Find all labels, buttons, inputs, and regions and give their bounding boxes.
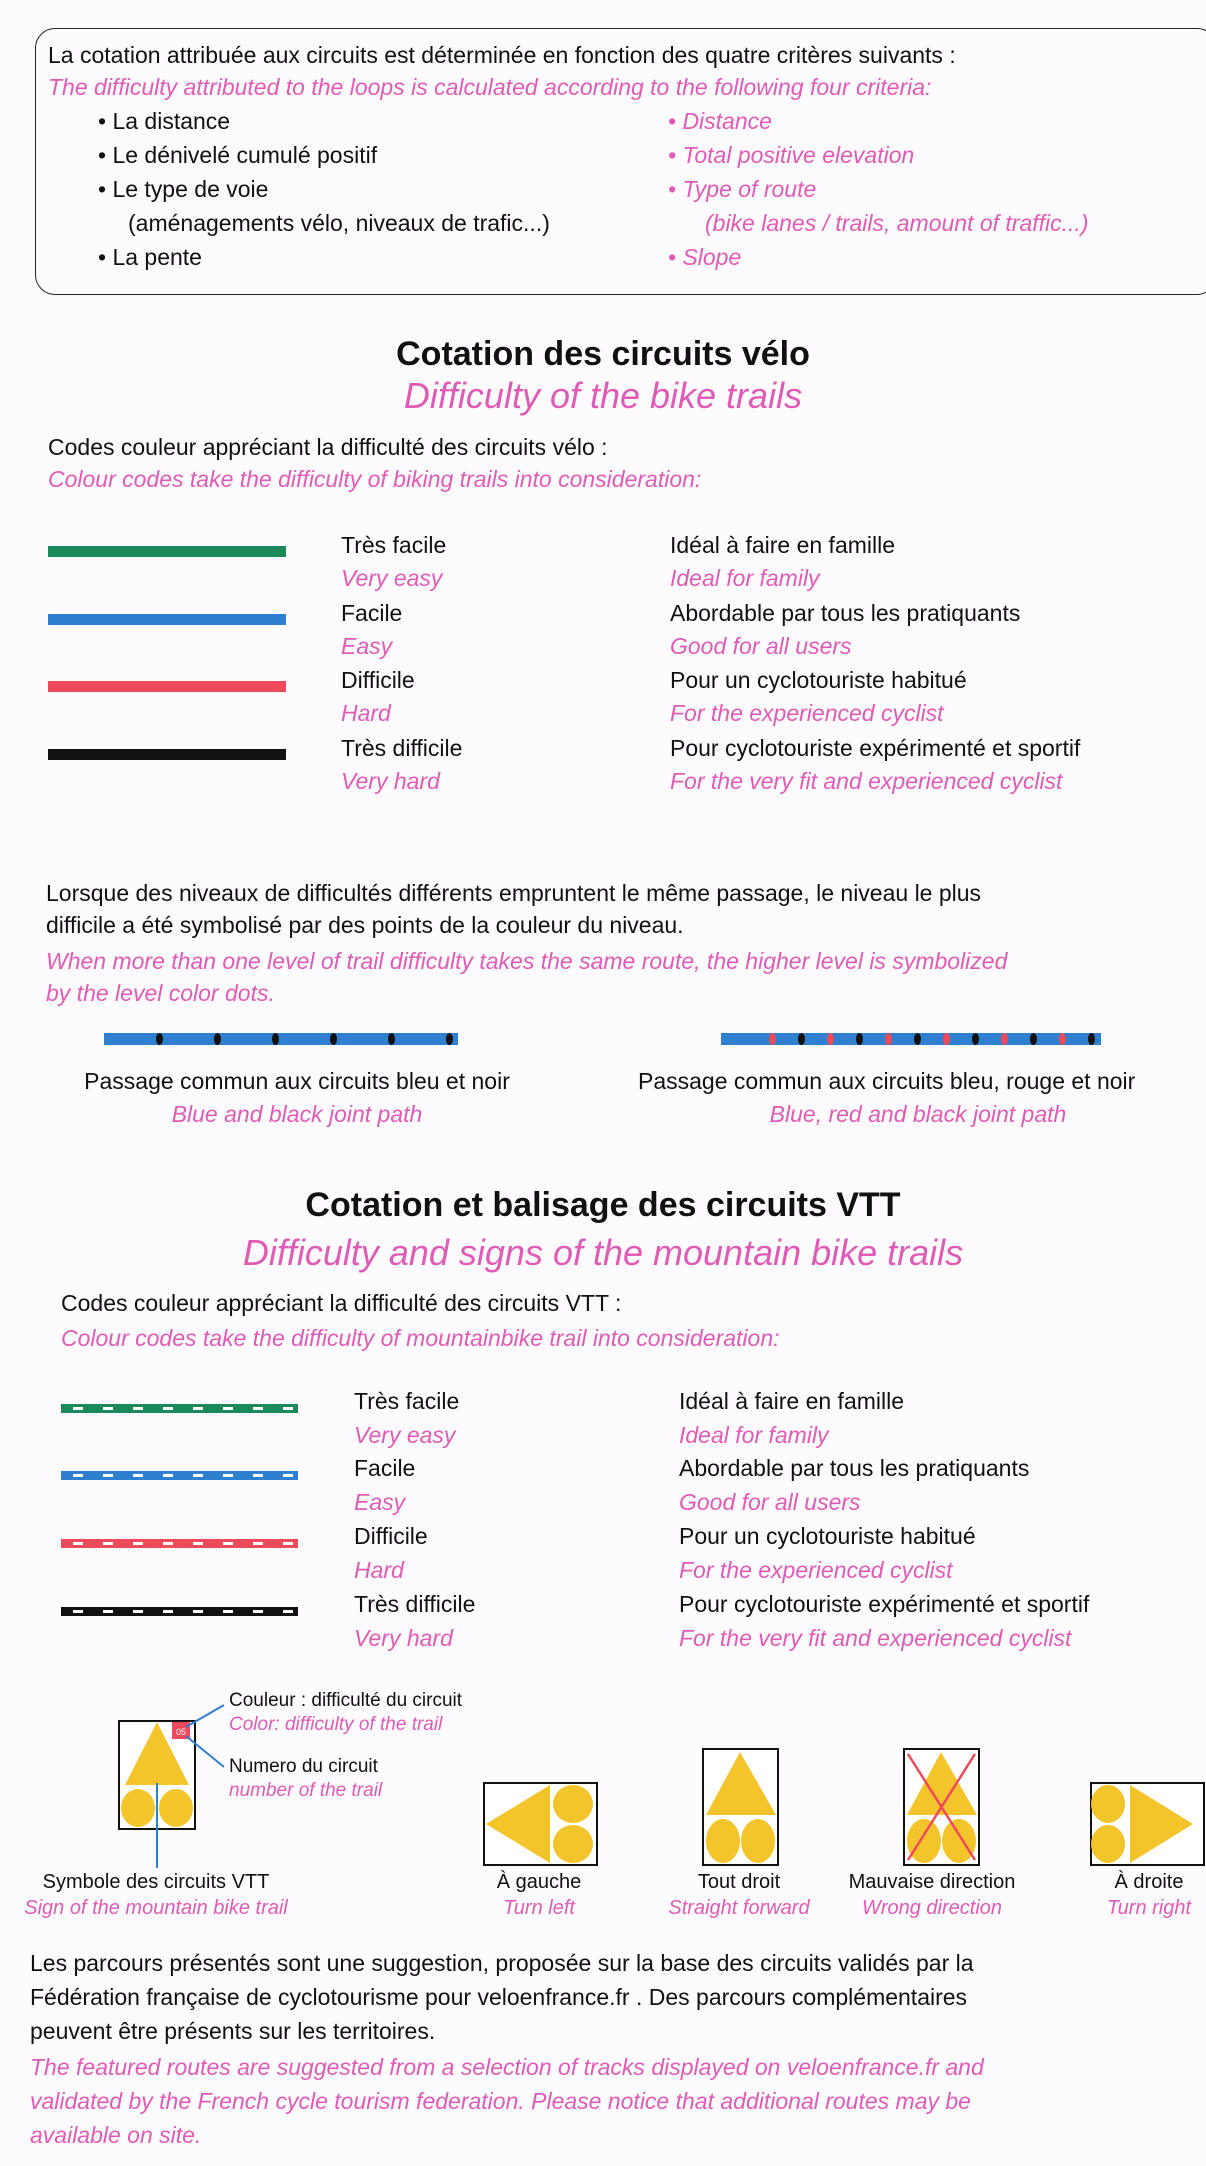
vtt-level-en: Very easy bbox=[354, 1422, 456, 1448]
shared-en: When more than one level of trail difficulty takes the same route, the higher level is symbolized bbox=[46, 948, 1008, 974]
footer-fr: Les parcours présentés sont une suggestion, proposée sur la base des circuits validés par la bbox=[30, 1950, 974, 1976]
criterion-en: • Total positive elevation bbox=[668, 142, 915, 168]
bike-level-en: Very easy bbox=[341, 565, 443, 591]
direction-fr: Tout droit bbox=[697, 1871, 781, 1893]
direction-en: Turn left bbox=[503, 1897, 575, 1919]
bike-subtitle: Difficulty of the bike trails bbox=[403, 375, 803, 416]
footer-en: validated by the French cycle tourism federation. Please notice that additional routes may be bbox=[30, 2088, 971, 2114]
bike-level-en: Hard bbox=[341, 700, 391, 726]
joint2-en: Blue, red and black joint path bbox=[769, 1101, 1067, 1127]
vtt-level-en: Hard bbox=[354, 1557, 404, 1583]
vtt-sign bbox=[119, 1705, 224, 1868]
criterion-fr: • Le type de voie bbox=[98, 176, 269, 202]
vtt-level-fr: Facile bbox=[354, 1455, 416, 1481]
straight-sign bbox=[703, 1749, 778, 1865]
callout-number-en: number of the trail bbox=[229, 1780, 383, 1801]
joint1-fr: Passage commun aux circuits bleu et noir bbox=[84, 1068, 510, 1094]
direction-en: Turn right bbox=[1106, 1897, 1192, 1919]
direction-en: Wrong direction bbox=[861, 1897, 1003, 1919]
criterion-en: (bike lanes / trails, amount of traffic...) bbox=[705, 210, 1089, 236]
bike-level-fr: Difficile bbox=[341, 667, 415, 693]
joint2-fr: Passage commun aux circuits bleu, rouge et noir bbox=[638, 1068, 1136, 1094]
turn-right-sign bbox=[1091, 1783, 1204, 1865]
footer-en: The featured routes are suggested from a selection of tracks displayed on veloenfrance.fr and bbox=[30, 2054, 984, 2080]
vtt-level-desc-en: For the very fit and experienced cyclist bbox=[679, 1625, 1072, 1651]
bike-level-desc-en: For the very fit and experienced cyclist bbox=[670, 768, 1063, 794]
vtt-codes-en: Colour codes take the difficulty of mountainbike trail into consideration: bbox=[61, 1325, 780, 1351]
criterion-en: • Distance bbox=[668, 108, 772, 134]
shared-fr: difficile a été symbolisé par des points de la couleur du niveau. bbox=[46, 912, 684, 938]
bike-level-desc-fr: Pour cyclotouriste expérimenté et sportif bbox=[670, 735, 1081, 761]
footer-en: available on site. bbox=[30, 2122, 202, 2148]
bike-level-fr: Très facile bbox=[341, 532, 447, 558]
callout-number-fr: Numero du circuit bbox=[229, 1756, 378, 1777]
turn-left-sign bbox=[484, 1783, 597, 1865]
vtt-level-desc-fr: Pour cyclotouriste expérimenté et sportif bbox=[679, 1591, 1090, 1617]
vtt-subtitle: Difficulty and signs of the mountain bike trails bbox=[242, 1232, 964, 1273]
bike-level-desc-en: For the experienced cyclist bbox=[670, 700, 944, 726]
bike-level-fr: Très difficile bbox=[341, 735, 463, 761]
wrong-direction-sign bbox=[904, 1749, 979, 1865]
bike-level-desc-fr: Abordable par tous les pratiquants bbox=[670, 600, 1021, 626]
criterion-en: • Type of route bbox=[668, 176, 817, 202]
bike-level-desc-en: Good for all users bbox=[670, 633, 852, 659]
direction-fr: À droite bbox=[1114, 1871, 1184, 1893]
bike-level-fr: Facile bbox=[341, 600, 403, 626]
bike-codes-fr: Codes couleur appréciant la difficulté des circuits vélo : bbox=[48, 434, 608, 460]
bike-level-desc-fr: Idéal à faire en famille bbox=[670, 532, 896, 558]
bike-level-en: Easy bbox=[341, 633, 393, 659]
symbol-fr: Symbole des circuits VTT bbox=[42, 1871, 270, 1893]
direction-fr: À gauche bbox=[496, 1871, 582, 1893]
bike-codes-en: Colour codes take the difficulty of biking trails into consideration: bbox=[48, 466, 702, 492]
vtt-level-fr: Très difficile bbox=[354, 1591, 476, 1617]
vtt-level-desc-en: Good for all users bbox=[679, 1489, 861, 1515]
bike-level-desc-fr: Pour un cyclotouriste habitué bbox=[670, 667, 967, 693]
criterion-fr: • La pente bbox=[98, 244, 202, 270]
criterion-fr: • Le dénivelé cumulé positif bbox=[98, 142, 378, 168]
bike-level-en: Very hard bbox=[341, 768, 440, 794]
footer-fr: peuvent être présents sur les territoires. bbox=[30, 2018, 436, 2044]
vtt-level-en: Very hard bbox=[354, 1625, 453, 1651]
vtt-level-fr: Très facile bbox=[354, 1388, 460, 1414]
vtt-codes-fr: Codes couleur appréciant la difficulté des circuits VTT : bbox=[61, 1290, 622, 1316]
criterion-fr: (aménagements vélo, niveaux de trafic...) bbox=[128, 210, 550, 236]
symbol-en: Sign of the mountain bike trail bbox=[24, 1897, 288, 1919]
callout-color-en: Color: difficulty of the trail bbox=[229, 1714, 443, 1735]
vtt-level-en: Easy bbox=[354, 1489, 406, 1515]
bike-title: Cotation des circuits vélo bbox=[396, 335, 810, 373]
vtt-level-desc-en: Ideal for family bbox=[679, 1422, 829, 1448]
shared-fr: Lorsque des niveaux de difficultés différents empruntent le même passage, le niveau le plus bbox=[46, 880, 982, 906]
callout-color-fr: Couleur : difficulté du circuit bbox=[229, 1690, 463, 1711]
vtt-level-desc-fr: Idéal à faire en famille bbox=[679, 1388, 905, 1414]
vtt-level-desc-fr: Abordable par tous les pratiquants bbox=[679, 1455, 1030, 1481]
joint1-en: Blue and black joint path bbox=[171, 1101, 423, 1127]
criteria-intro-en: The difficulty attributed to the loops is calculated according to the following four criteria: bbox=[48, 74, 932, 100]
shared-en: by the level color dots. bbox=[46, 980, 275, 1006]
criteria-intro-fr: La cotation attribuée aux circuits est déterminée en fonction des quatre critères suivants : bbox=[48, 42, 956, 68]
bike-level-desc-en: Ideal for family bbox=[670, 565, 820, 591]
direction-en: Straight forward bbox=[668, 1897, 810, 1919]
vtt-level-desc-fr: Pour un cyclotouriste habitué bbox=[679, 1523, 976, 1549]
direction-fr: Mauvaise direction bbox=[848, 1871, 1016, 1893]
vtt-level-desc-en: For the experienced cyclist bbox=[679, 1557, 953, 1583]
criterion-fr: • La distance bbox=[98, 108, 231, 134]
vtt-title: Cotation et balisage des circuits VTT bbox=[305, 1186, 901, 1224]
footer-fr: Fédération française de cyclotourisme pour veloenfrance.fr . Des parcours complémentaires bbox=[30, 1984, 968, 2010]
criterion-en: • Slope bbox=[668, 244, 742, 270]
trail-number: 05 bbox=[175, 1727, 187, 1737]
vtt-level-fr: Difficile bbox=[354, 1523, 428, 1549]
